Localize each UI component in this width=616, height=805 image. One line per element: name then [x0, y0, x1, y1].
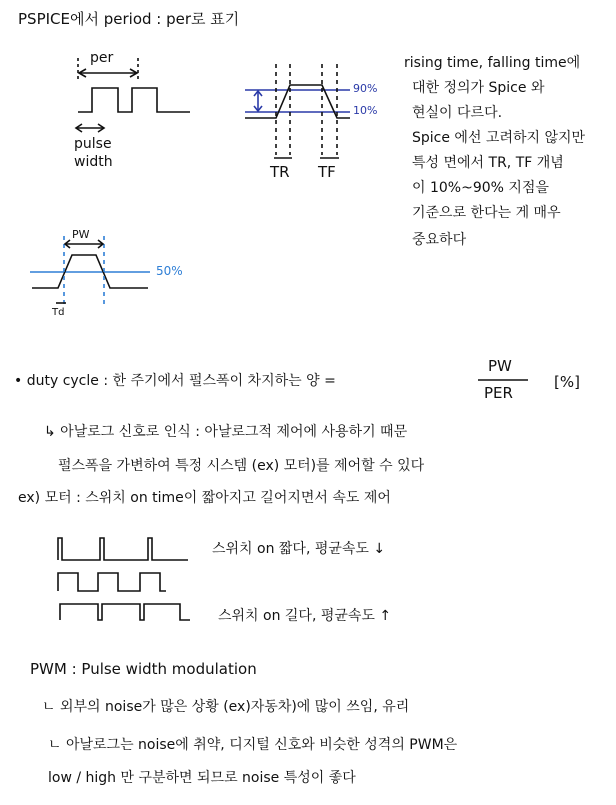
short-duty-caption: 스위치 on 짧다, 평균속도 ↓: [212, 541, 386, 557]
rise-fall-diagram: [245, 64, 350, 158]
duty-note-line: ↳ 아날로그 신호로 인식 : 아날로그적 제어에 사용하기 때문: [44, 424, 408, 440]
pulse-width-label-line2: width: [74, 154, 113, 170]
note-line: 특성 면에서 TR, TF 개념: [412, 155, 564, 171]
tr-label: TR: [270, 163, 290, 181]
duty-denominator: PER: [484, 384, 513, 402]
long-duty-caption: 스위치 on 길다, 평균속도 ↑: [218, 608, 392, 624]
note-line: 중요하다: [412, 232, 467, 248]
long-duty-wave: [60, 604, 190, 620]
per-label: per: [90, 50, 114, 66]
pwm-note-line: ㄴ 아날로그는 noise에 취약, 디지털 신호와 비슷한 성격의 PWM은: [48, 737, 458, 753]
note-line: rising time, falling time에: [404, 55, 581, 71]
note-line: 현실이 다르다.: [412, 105, 503, 121]
pulse-width-label-line1: pulse: [74, 136, 112, 152]
level-10-label: 10%: [353, 104, 378, 117]
duty-unit: [%]: [554, 373, 580, 391]
pwm-waveforms: [58, 538, 190, 620]
tf-label: TF: [318, 163, 336, 181]
note-line: 기준으로 한다는 게 매우: [412, 205, 561, 221]
medium-duty-wave: [58, 573, 166, 591]
pw-label: PW: [72, 228, 90, 241]
duty-numerator: PW: [488, 357, 512, 375]
td-label: Td: [52, 307, 65, 318]
short-duty-wave: [58, 538, 188, 560]
note-line: 이 10%~90% 지점을: [412, 180, 549, 196]
page-title: PSPICE에서 period : per로 표기: [18, 10, 240, 28]
duty-cycle-definition: • duty cycle : 한 주기에서 펄스폭이 차지하는 양 =: [14, 373, 336, 389]
pwm-note-line: ㄴ 외부의 noise가 많은 상황 (ex)자동차)에 많이 쓰임, 유리: [42, 699, 410, 715]
note-line: 대한 정의가 Spice 와: [412, 80, 545, 96]
note-line: Spice 에선 고려하지 않지만: [412, 130, 586, 146]
duty-note-line: 펄스폭을 가변하여 특정 시스템 (ex) 모터)를 제어할 수 있다: [58, 458, 425, 474]
pwm-note-line: low / high 만 구분하면 되므로 noise 특성이 좋다: [48, 770, 356, 786]
pwm-heading: PWM : Pulse width modulation: [30, 660, 257, 678]
pulse-train-diagram: [76, 58, 190, 132]
level-90-label: 90%: [353, 82, 378, 95]
duty-note-line: ex) 모터 : 스위치 on time이 짧아지고 길어지면서 속도 제어: [18, 490, 391, 506]
pulse-width-diagram: [30, 236, 150, 305]
level-50-label: 50%: [156, 264, 183, 278]
